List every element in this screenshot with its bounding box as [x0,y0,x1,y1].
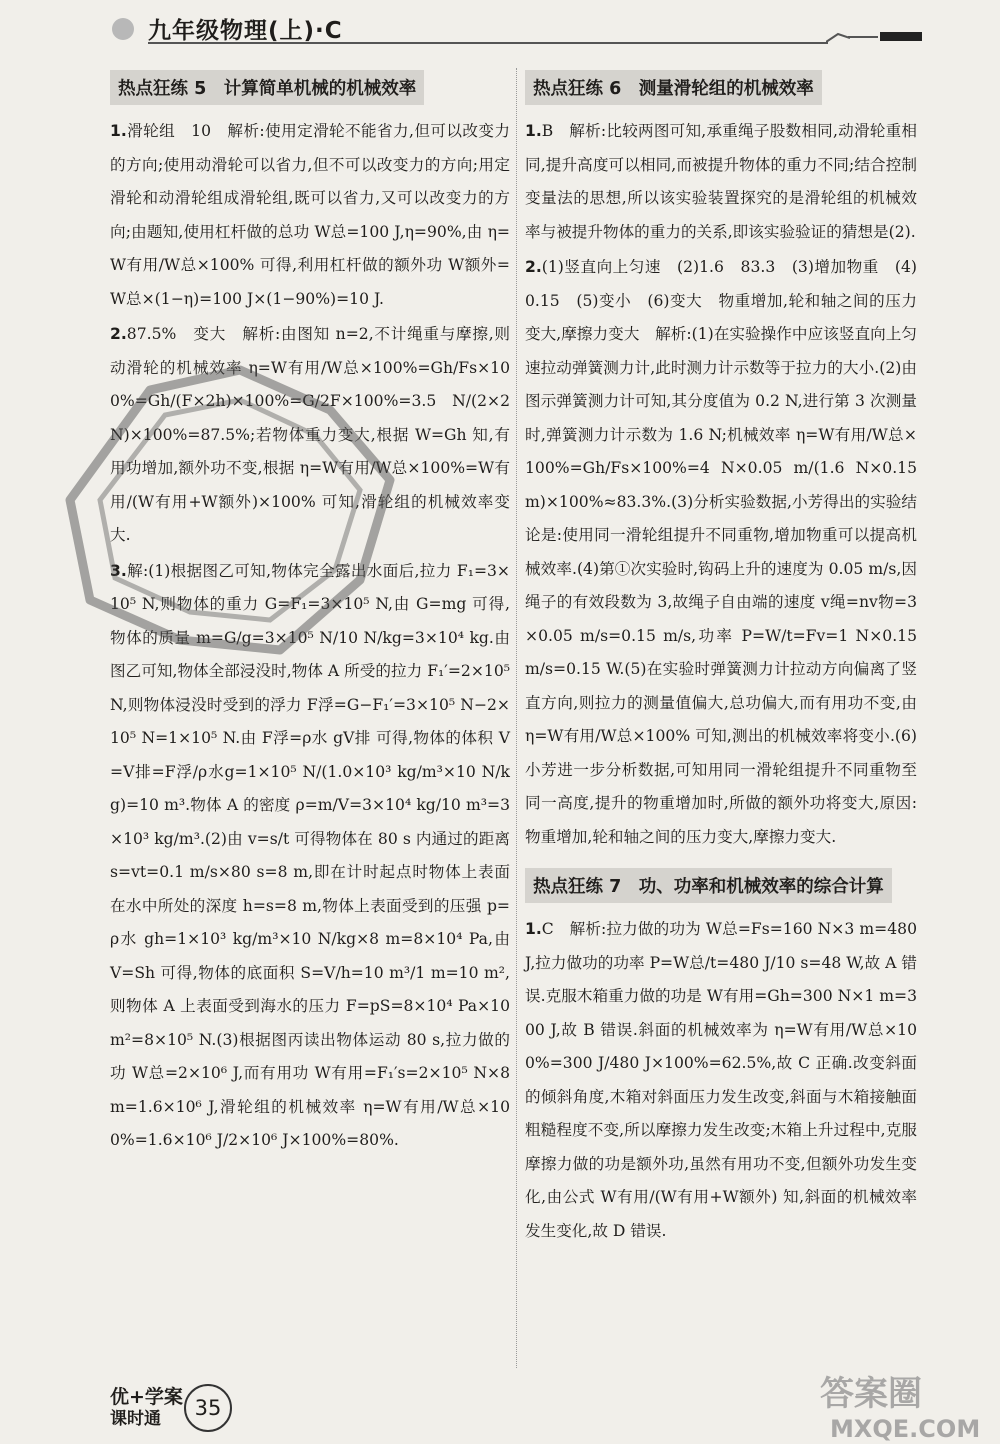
item-text: 87.5% 变大 解析:由图知 n=2,不计绳重与摩擦,则动滑轮的机械效率 η=W有用/W总×100%=Gh/Fs×100%=Gh/(F×2h)×100%=G/2F×100%=3.5 N/(2×2 N)×100%=87.5%;若物体重力变大,根据 W=Gh 知,有用功增加,额外功不变,根据 η=W有用/W总×100%=W有用/(W有用+W额外)×100% 可知,滑轮组的机械效率变大. [110,325,510,544]
header-rule-2 [848,36,878,38]
item-number: 1. [525,122,542,140]
header-rule [148,42,828,44]
item-number: 2. [525,258,542,276]
brand-logo [110,1386,183,1430]
brand-name: 优+学案 [110,1386,183,1408]
right-column [525,70,917,1250]
answer-item [525,913,917,1248]
watermark-logo [790,1365,1000,1444]
answer-item [525,115,917,249]
header-dot-icon [112,18,134,40]
item-text: (1)竖直向上匀速 (2)1.6 83.3 (3)增加物重 (4)0.15 (5)变小 (6)变大 物重增加,轮和轴之间的压力变大,摩擦力变大 解析:(1)在实验操作中应该竖直向上匀速拉动弹簧测力计,此时测力计示数等于拉力的大小.(2)由图示弹簧测力计可知,其分度值为 0.2 N,进行第 3 次测量时,弹簧测力计示数为 1.6 N;机械效率 η=W有用/W总×100%=Gh/Fs×100%=4 N×0.05 m/(1.6 N×0.15 m)×100%≈83.3%.(3)分析实验数据,小芳得出的实验结论是:使用同一滑轮组提升不同重物,增加物重可以提高机械效率.(4)第①次实验时,钩码上升的速度为 0.05 m/s,因绳子的有效段数为 3,故绳子自由端的速度 v绳=nv物=3×0.05 m/s=0.15 m/s,功率 P=W/t=Fv=1 N×0.15 m/s=0.15 W.(5)在实验时弹簧测力计拉动方向偏离了竖直方向,则拉力的测量值偏大,总功偏大,而有用功不变,由 η=W有用/W总×100% 可知,测出的机械效率将变小.(6)小芳进一步分析数据,可知用同一滑轮组提升不同重物至同一高度,提升的物重增加时,所做的额外功将变大,原因:物重增加,轮和轴之间的压力变大,摩擦力变大. [525,258,917,846]
item-text: 解:(1)根据图乙可知,物体完全露出水面后,拉力 F₁=3×10⁵ N,则物体的重力 G=F₁=3×10⁵ N,由 G=mg 可得,物体的质量 m=G/g=3×10⁵ N/10 N/kg=3×10⁴ kg.由图乙可知,物体全部浸没时,物体 A 所受的拉力 F₁′=2×10⁵ N,则物体浸没时受到的浮力 F浮=G−F₁′=3×10⁵ N−2×10⁵ N=1×10⁵ N.由 F浮=ρ水 gV排 可得,物体的体积 V=V排=F浮/ρ水g=1×10⁵ N/(1.0×10³ kg/m³×10 N/kg)=10 m³.物体 A 的密度 ρ=m/V=3×10⁴ kg/10 m³=3×10³ kg/m³.(2)由 v=s/t 可得物体在 80 s 内通过的距离 s=vt=0.1 m/s×80 s=8 m,即在计时起点时物体上表面在水中所处的深度 h=s=8 m,物体上表面受到的压强 p=ρ水 gh=1×10³ kg/m³×10 N/kg×8 m=8×10⁴ Pa,由 V=Sh 可得,物体的底面积 S=V/h=10 m³/1 m=10 m²,则物体 A 上表面受到海水的压力 F=pS=8×10⁴ Pa×10 m²=8×10⁵ N.(3)根据图丙读出物体运动 80 s,拉力做的功 W总=2×10⁶ J,而有用功 W有用=F₁′s=2×10⁵ N×8 m=1.6×10⁶ J,滑轮组的机械效率 η=W有用/W总×100%=1.6×10⁶ J/2×10⁶ J×100%=80%. [110,561,510,1149]
page-number: 35 [184,1384,232,1432]
stamp-watermark [30,350,410,670]
item-text: C 解析:拉力做的功为 W总=Fs=160 N×3 m=480 J,拉力做功的功率 P=W总/t=480 J/10 s=48 W,故 A 错误.克服木箱重力做的功是 W有用=Gh=300 N×1 m=300 J,故 B 错误.斜面的机械效率为 η=W有用/W总×100%=300 J/480 J×100%=62.5%,故 C 正确.改变斜面的倾斜角度,木箱对斜面压力发生改变,斜面与木箱接触面粗糙程度不变,所以摩擦力发生改变;木箱上升过程中,克服摩擦力做的功是额外功,虽然有用功不变,但额外功发生变化,由公式 W有用/(W有用+W额外) 知,斜面的机械效率发生变化,故 D 错误. [525,920,917,1240]
svg-text:MXQE.COM: MXQE.COM [830,1415,981,1443]
item-text: 滑轮组 10 解析:使用定滑轮不能省力,但可以改变力的方向;使用动滑轮可以省力,但不可以改变力的方向;用定滑轮和动滑轮组成滑轮组,既可以省力,又可以改变力的方向;由题知,使用杠杆做的总功 W总=100 J,η=90%,由 η=W有用/W总×100% 可得,利用杠杆做的额外功 W额外=W总×(1−η)=100 J×(1−90%)=10 J. [110,122,510,308]
svg-text:答案圈: 答案圈 [820,1374,922,1414]
answer-item [525,251,917,854]
section-title-5: 热点狂练 5 计算简单机械的机械效率 [110,70,424,105]
column-divider [516,68,517,1368]
section-title-6: 热点狂练 6 测量滑轮组的机械效率 [525,70,822,105]
item-text: B 解析:比较两图可知,承重绳子股数相同,动滑轮重相同,提升高度可以相同,而被提升物体的重力不同;结合控制变量法的思想,所以该实验装置探究的是滑轮组的机械效率与被提升物体的重力的关系,即该实验验证的猜想是(2). [525,122,917,241]
answer-item [110,115,510,316]
brand-subtitle: 课时通 [110,1409,161,1429]
item-number: 3. [110,561,127,580]
header-bar [880,32,922,41]
item-number: 1. [525,920,542,938]
item-number: 1. [110,122,127,140]
item-number: 2. [110,325,127,343]
page-title: 九年级物理(上)·C [148,18,343,44]
page-header [0,0,1000,60]
section-title-7: 热点狂练 7 功、功率和机械效率的综合计算 [525,868,892,903]
header-notch-icon [826,32,850,46]
